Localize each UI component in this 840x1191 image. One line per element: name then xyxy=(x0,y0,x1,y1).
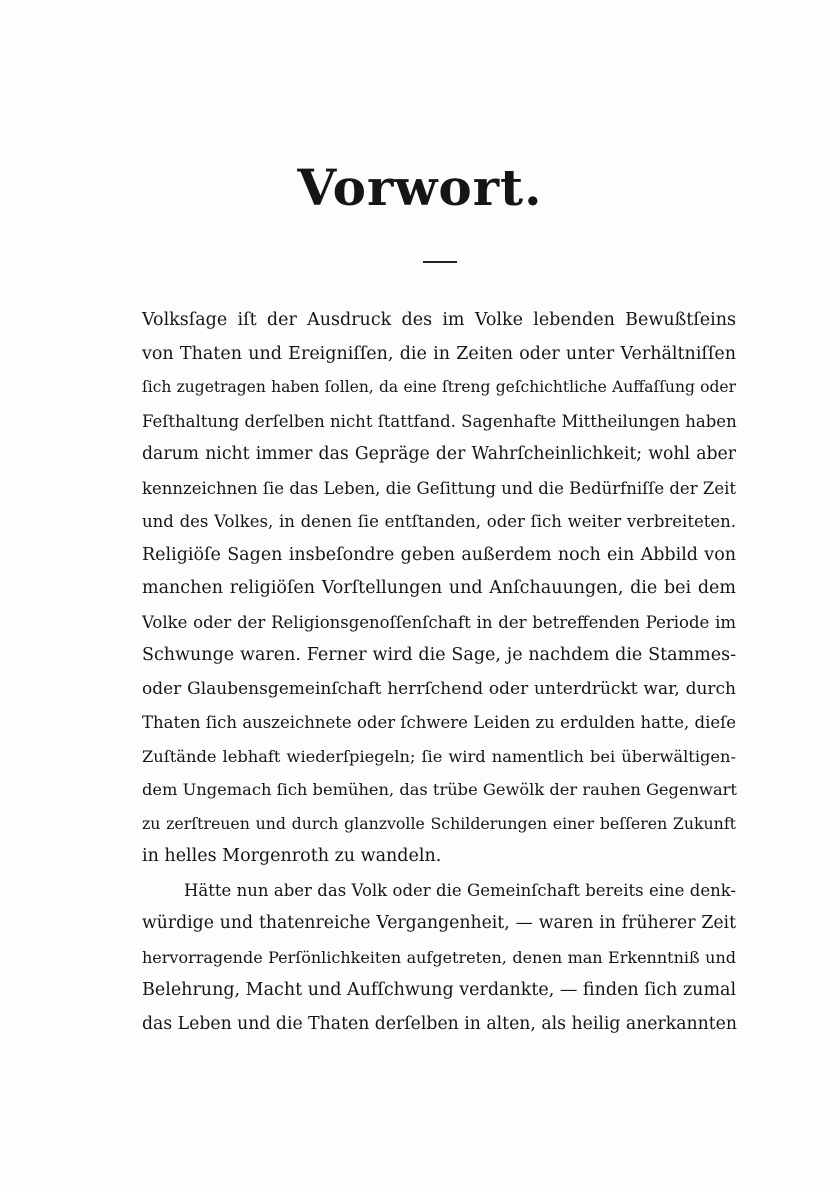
text-line: Hätte nun aber das Volk oder die Gemeinſchaft bereits eine denk- xyxy=(184,880,736,900)
text-line: kennzeichnen ſie das Leben, die Geſittung und die Bedürfniſſe der Zeit xyxy=(142,478,736,498)
text-line: von Thaten und Ereigniſſen, die in Zeiten oder unter Verhältniſſen xyxy=(142,343,736,364)
title-divider xyxy=(423,261,457,263)
text-line: und des Volkes, in denen ſie entſtanden, oder ſich weiter verbreiteten. xyxy=(142,512,736,531)
text-line: Volke oder der Religionsgenoſſenſchaft in der betreffenden Periode im xyxy=(142,612,736,632)
text-line: ſich zugetragen haben ſollen, da eine ſtreng geſchichtliche Auffaſſung oder xyxy=(142,378,736,396)
text-line: würdige und thatenreiche Vergangenheit, — waren in früherer Zeit xyxy=(142,913,736,933)
text-line: darum nicht immer das Gepräge der Wahrſcheinlichkeit; wohl aber xyxy=(142,444,736,464)
text-line: zu zerſtreuen und durch glanzvolle Schilderungen einer beſſeren Zukunft xyxy=(142,813,736,833)
body-text xyxy=(142,304,736,1041)
text-line: Religiöſe Sagen insbeſondre geben außerdem noch ein Abbild von xyxy=(142,544,736,565)
text-line: Volksſage iſt der Ausdruck des im Volke lebenden Bewußtſeins xyxy=(142,310,736,330)
text-line: das Leben und die Thaten derſelben in alten, als heilig anerkannten xyxy=(142,1013,737,1034)
text-line: Thaten ſich auszeichnete oder ſchwere Leiden zu erdulden hatte, dieſe xyxy=(142,713,736,732)
text-line: Zuſtände lebhaft wiederſpiegeln; ſie wird namentlich bei überwältigen- xyxy=(142,746,736,766)
page-title: Vorwort. xyxy=(297,158,543,217)
text-line: dem Ungemach ſich bemühen, das trübe Gewölk der rauhen Gegenwart xyxy=(142,780,737,799)
text-line: Schwunge waren. Ferner wird die Sage, je nachdem die Stammes- xyxy=(142,645,736,665)
text-line: oder Glaubensgemeinſchaft herrſchend oder unterdrückt war, durch xyxy=(142,678,736,699)
text-line: Belehrung, Macht und Aufſchwung verdankte, — finden ſich zumal xyxy=(142,980,737,1000)
text-line: manchen religiöſen Vorſtellungen und Anſchauungen, die bei dem xyxy=(142,578,736,598)
text-line: in helles Morgenroth zu wandeln. xyxy=(142,846,442,866)
text-line: Feſthaltung derſelben nicht ſtattfand. Sagenhafte Mittheilungen haben xyxy=(142,411,737,431)
text-line: hervorragende Perſönlichkeiten aufgetreten, denen man Erkenntniß und xyxy=(142,947,736,967)
